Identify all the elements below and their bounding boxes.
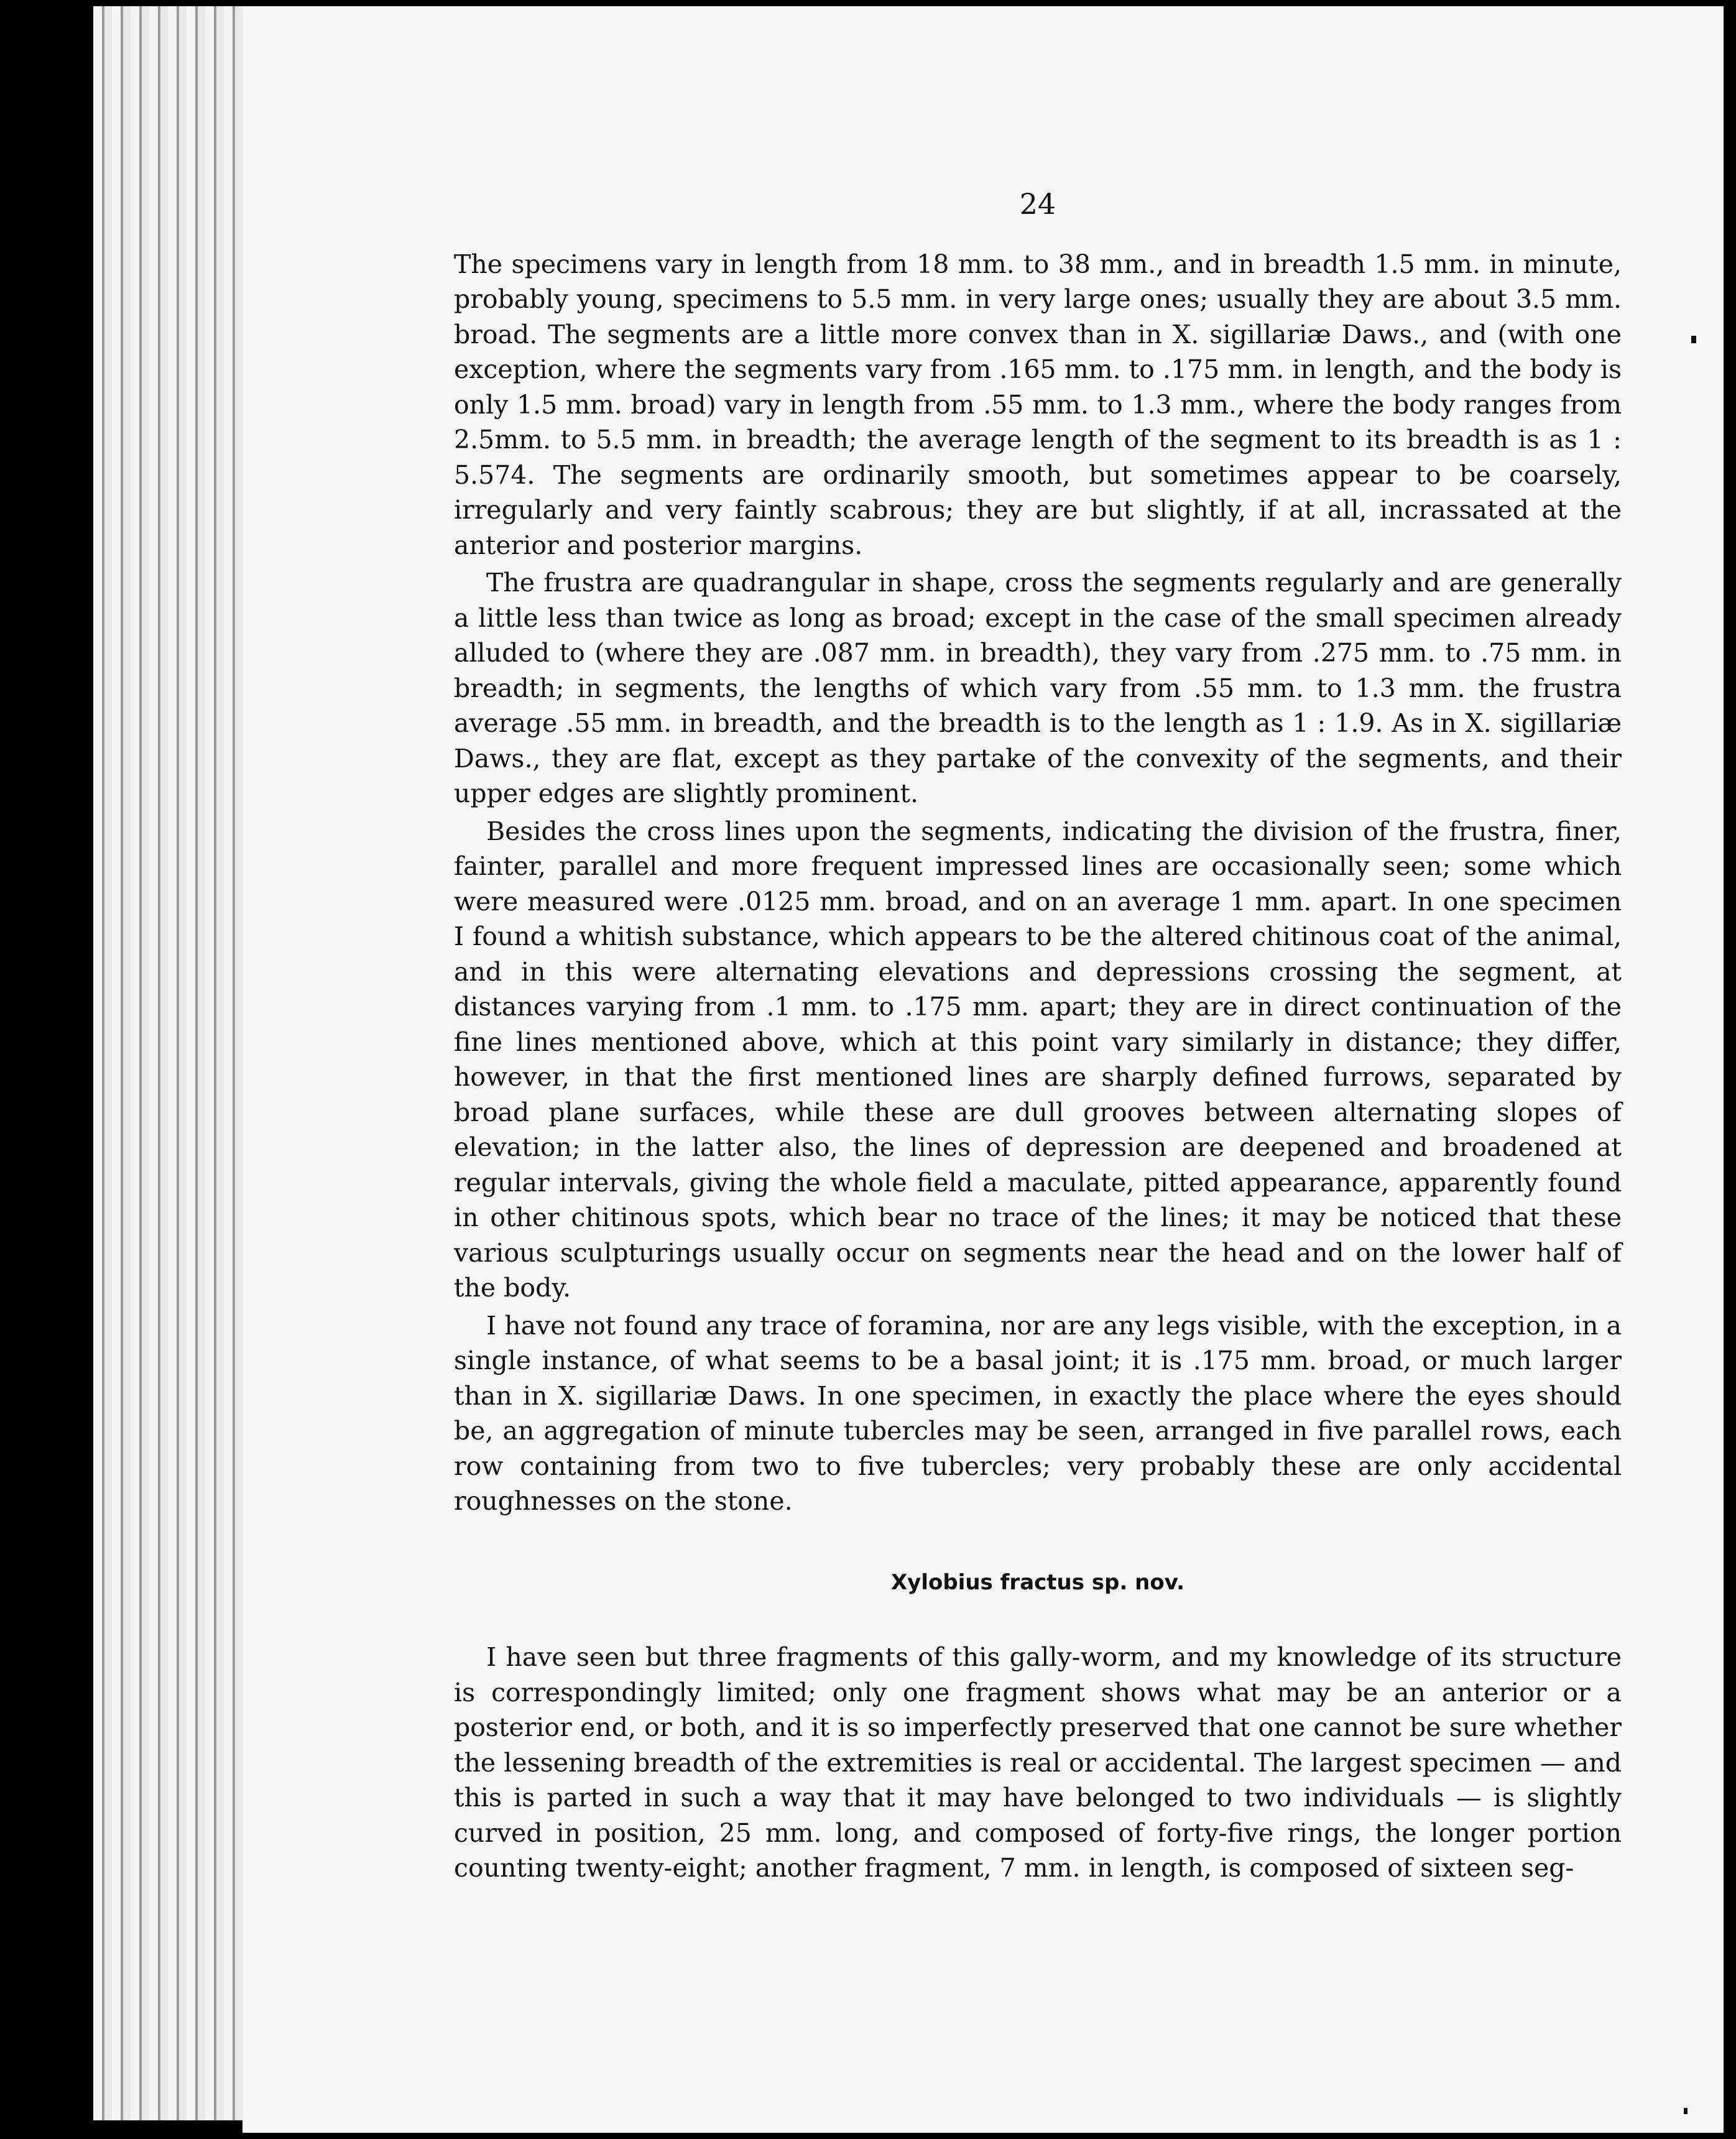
page-number: 24 [1019,187,1056,221]
margin-speck [1691,336,1696,343]
book-page [242,6,1724,2133]
section-heading: Xylobius fractus sp. nov. [890,1569,1185,1595]
paragraph-specimens: The specimens vary in length from 18 mm. to 38 mm., and in breadth 1.5 mm. in minute, probably young, specimens to 5.5 mm. in very large ones; usually they are about 3.5 mm. broad. The segments are a little more convex than in X. sigillariæ Daws., and (with one exception, where the segments vary from .165 mm. to .175 mm. in length, and the body is only 1.5 mm. broad) vary in length from .55 mm. to 1.3 mm., where the body ranges from 2.5mm. to 5.5 mm. in breadth; the average length of the segment to its breadth is as 1 : 5.574. The segments are ordinarily smooth, but sometimes appear to be coarsely, irregularly and very faintly scabrous; they are but slightly, if at all, incrassated at the anterior and posterior margins. [454,249,1622,560]
paragraph-frustra: The frustra are quadrangular in shape, cross the segments regularly and are generally a little less than twice as long as broad; except in the case of the small specimen already alluded to (where they are .087 mm. in breadth), they vary from .275 mm. to .75 mm. in breadth; in segments, the lengths of which vary from .55 mm. to 1.3 mm. the frustra average .55 mm. in breadth, and the breadth is to the length as 1 : 1.9. As in X. sigillariæ Daws., they are flat, except as they partake of the convexity of the segments, and their upper edges are slightly prominent. [454,568,1622,808]
page-content [454,187,1622,1886]
paragraph-cross-lines: Besides the cross lines upon the segments, indicating the division of the frustra, finer, fainter, parallel and more frequent impressed lines are occasionally seen; some which were measured were .0125 mm. broad, and on an average 1 mm. apart. In one specimen I found a whitish substance, which appears to be the altered chitinous coat of the animal, and in this were alternating elevations and depressions crossing the segment, at distances varying from .1 mm. to .175 mm. apart; they are in direct continuation of the fine lines mentioned above, which at this point vary similarly in distance; they differ, however, in that the first mentioned lines are sharply defined furrows, separated by broad plane surfaces, while these are dull grooves between alternating slopes of elevation; in the latter also, the lines of depression are deepened and broadened at regular intervals, giving the whole field a maculate, pitted appearance, apparently found in other chitinous spots, which bear no trace of the lines; it may be noticed that these various sculpturings usually occur on segments near the head and on the lower half of the body. [454,816,1622,1303]
paragraph-foramina: I have not found any trace of foramina, nor are any legs visible, with the exception, in a single instance, of what seems to be a basal joint; it is .175 mm. broad, or much larger than in X. sigillariæ Daws. In one specimen, in exactly the place where the eyes should be, an aggregation of minute tubercles may be seen, arranged in five parallel rows, each row containing from two to five tubercles; very probably these are only accidental roughnesses on the stone. [454,1310,1622,1516]
paragraph-fragments: I have seen but three fragments of this gally-worm, and my knowledge of its structure is correspondingly limited; only one fragment shows what may be an anterior or a posterior end, or both, and it is so imperfectly preserved that one cannot be sure whether the lessening breadth of the extremities is real or accidental. The largest specimen — and this is parted in such a way that it may have belonged to two individuals — is slightly curved in position, 25 mm. long, and composed of forty-five rings, the longer portion counting twenty-eight; another fragment, 7 mm. in length, is composed of sixteen seg- [454,1642,1622,1883]
margin-speck [1684,2108,1688,2114]
page-edges [93,6,249,2120]
